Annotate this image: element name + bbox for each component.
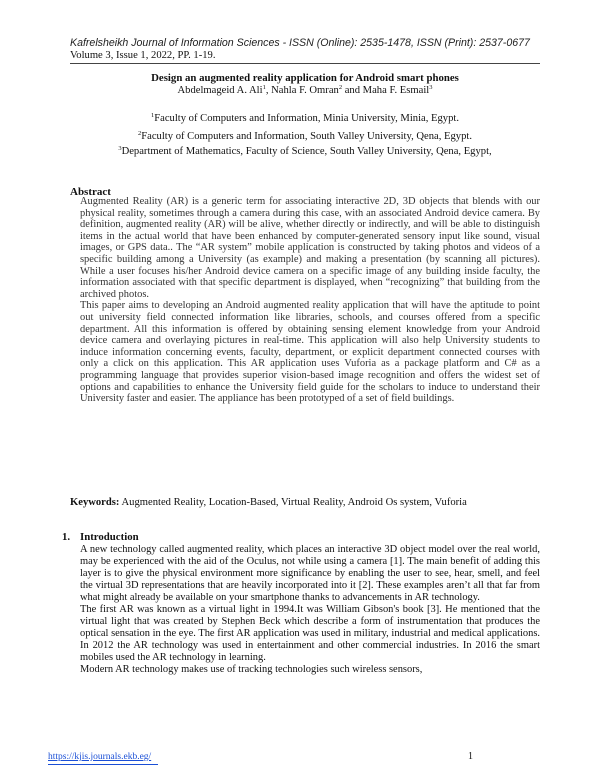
affiliation-sup: 3: [118, 145, 122, 152]
abstract-paragraph: This paper aims to developing an Android augmented reality application that will have the aptitude to point out university field connected information like libraries, schools, and courses offered from a specific department. All this information is offered by obtaining sensing element knowledge from your Android device camera and overlaying pictures in real-time. This application will also help University students to induce information concerning events, faculty, department, or explicit department connected courses with only a click on this application. This AR application uses Vuforia as a package platform and C# as a programming language that provides superior vision-based image recognition and offers the widest set of options and capabilities to enhance the University field guide for the scholars to induce to understand their University faster and easier. The appliance has been prototyped of a set of field buildings.: [80, 300, 540, 405]
abstract-heading: Abstract: [70, 186, 111, 198]
affiliation-3: [70, 146, 540, 157]
journal-url-link[interactable]: https://kjis.journals.ekb.eg/: [48, 752, 152, 762]
journal-header: Kafrelsheikh Journal of Information Sciences - ISSN (Online): 2535-1478, ISSN (Print): 2537-0677: [70, 37, 530, 49]
abstract-body: [80, 196, 540, 405]
author-separator: ,: [265, 85, 272, 96]
affiliation-text: Faculty of Computers and Information, Minia University, Minia, Egypt.: [154, 113, 459, 124]
author-sup: 3: [429, 84, 433, 91]
section-title: Introduction: [80, 531, 139, 543]
author-list: [70, 85, 540, 96]
footer-divider: [48, 764, 158, 765]
abstract-paragraph: Augmented Reality (AR) is a generic term for associating interactive 2D, 3D objects that blends with our physical reality, sometimes through a camera during this case, with an associated Android device camera. By definition, augmented reality (AR) will be alive, whether directly or indirectly, and will be able to distinguish items in the actual world that have been enhanced by computer-generated sensory input like sound, visual images, or GPS data.. The “AR system” mobile application is constructed by taking photos and videos of a specific building among a University (as example) and making a presentation (by scanning all pictures). While a user focuses his/her Android device camera on a specific image of any building inside faculty, the information associated with that specific department is displayed, when “recognizing” that building from the archived photos.: [80, 196, 540, 300]
section-number: 1.: [62, 531, 71, 543]
page-number: 1: [468, 751, 473, 762]
introduction-body: [80, 544, 540, 676]
author-sup: 2: [338, 84, 343, 91]
affiliation-1: [70, 113, 540, 124]
author-name: Nahla F. Omran: [271, 85, 339, 96]
keywords-label: Keywords:: [70, 497, 120, 508]
intro-paragraph: The first AR was known as a virtual light in 1994.It was William Gibson's book [3]. He mentioned that the virtual light that was created by Stephen Beck which describe a form of instrumentation that produces the optical sensation in the eye. The first AR application was used in military, industrial and medical applications. In 2012 the AR technology was used in entertainment and other commercial industries. In 2016 the smart mobiles used the AR technology in learning.: [80, 604, 540, 663]
paper-title: Design an augmented reality application for Android smart phones: [151, 72, 459, 84]
affiliation-text: Department of Mathematics, Faculty of Science, South Valley University, Qena, Egypt,: [121, 146, 492, 157]
affiliation-sup: 1: [151, 112, 155, 119]
keywords-text: Augmented Reality, Location-Based, Virtual Reality, Android Os system, Vuforia: [121, 497, 467, 508]
volume-issue: Volume 3, Issue 1, 2022, PP. 1-19.: [70, 50, 216, 61]
author-sup: 1: [262, 84, 266, 91]
author-separator: and: [342, 85, 363, 96]
affiliation-sup: 2: [138, 130, 142, 137]
affiliation-2: [70, 131, 540, 142]
intro-paragraph: Modern AR technology makes use of tracking technologies such wireless sensors,: [80, 664, 423, 675]
author-name: Maha F. Esmail: [362, 85, 430, 96]
affiliation-text: Faculty of Computers and Information, South Valley University, Qena, Egypt.: [141, 131, 472, 142]
intro-paragraph: A new technology called augmented reality, which places an interactive 3D object model over the real world, may be experienced with the aid of the Oculus, not while using a camera [1]. The main benefit of adding this layer is to give the physical environment more significance by enabling the user to see, hear, smell, and feel the virtual 3D representations that are heavily incorporated into it [2]. These examples aren’t all that far from what might already be available on your smartphone thanks to advancements in AR technology.: [80, 544, 540, 603]
section-heading-introduction: [62, 531, 139, 543]
author-name: Abdelmageid A. Ali: [177, 85, 263, 96]
header-divider: [70, 63, 540, 64]
keywords: [70, 497, 550, 508]
